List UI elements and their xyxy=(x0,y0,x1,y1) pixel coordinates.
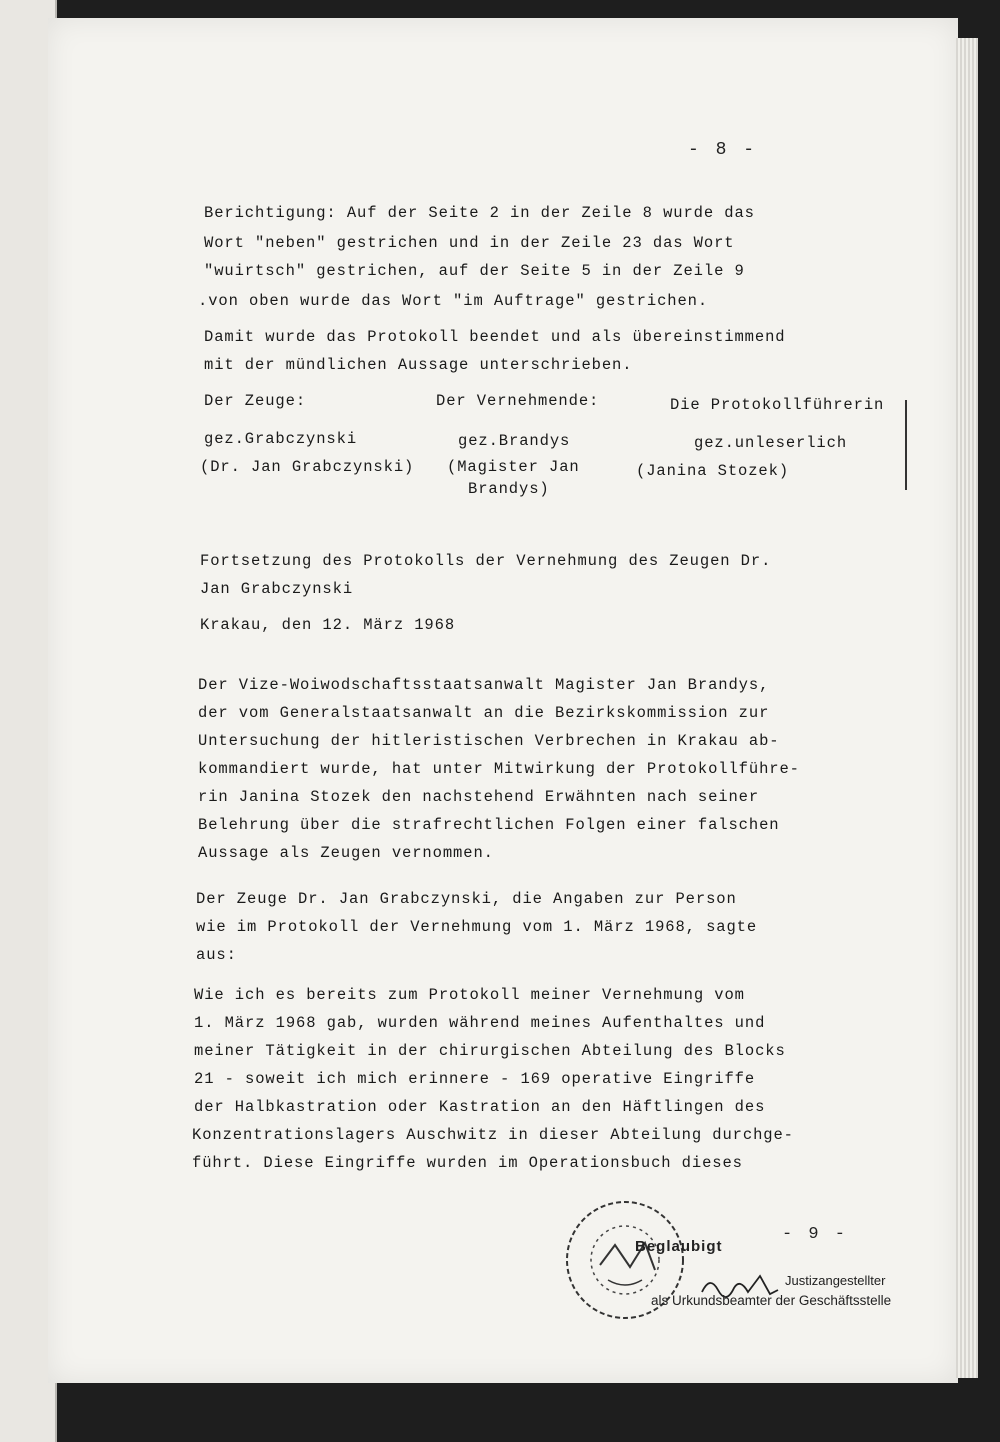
paragraph-line: Konzentrationslagers Auschwitz in dieser Abteilung durchge- xyxy=(192,1126,794,1144)
paragraph-line: rin Janina Stozek den nachstehend Erwähnten nach seiner xyxy=(198,788,760,806)
recorder-name: (Janina Stozek) xyxy=(636,462,790,480)
paragraph-line: kommandiert wurde, hat unter Mitwirkung der Protokollführe- xyxy=(198,760,800,778)
paragraph-line: 21 - soweit ich mich erinnere - 169 operative Eingriffe xyxy=(194,1070,756,1088)
interrogator-signature: gez.Brandys xyxy=(458,432,571,450)
paragraph-line: Untersuchung der hitleristischen Verbrechen in Krakau ab- xyxy=(198,732,780,750)
paragraph-line: Der Vize-Woiwodschaftsstaatsanwalt Magister Jan Brandys, xyxy=(198,676,770,694)
recorder-label: Die Protokollführerin xyxy=(670,396,885,414)
certification-stamp-word: Beglaubigt xyxy=(635,1238,723,1255)
correction-line: mit der mündlichen Aussage unterschrieben. xyxy=(204,356,633,374)
paragraph-line: führt. Diese Eingriffe wurden im Operationsbuch dieses xyxy=(192,1154,743,1172)
clerk-office: als Urkundsbeamter der Geschäftsstelle xyxy=(651,1293,892,1308)
paragraph-line: Belehrung über die strafrechtlichen Folgen einer falschen xyxy=(198,816,780,834)
correction-line: "wuirtsch" gestrichen, auf der Seite 5 in der Zeile 9 xyxy=(204,262,745,280)
paragraph-line: aus: xyxy=(196,946,237,964)
paragraph-line: wie im Protokoll der Vernehmung vom 1. März 1968, sagte xyxy=(196,918,758,936)
correction-line: Damit wurde das Protokoll beendet und als übereinstimmend xyxy=(204,328,786,346)
paragraph-line: Der Zeuge Dr. Jan Grabczynski, die Angaben zur Person xyxy=(196,890,737,908)
paragraph-line: 1. März 1968 gab, wurden während meines Aufenthaltes und xyxy=(194,1014,766,1032)
interrogator-name-cont: Brandys) xyxy=(468,480,550,498)
correction-line: Wort "neben" gestrichen und in der Zeile 23 das Wort xyxy=(204,234,735,252)
page-stack-edge xyxy=(956,38,978,1378)
paragraph-line: meiner Tätigkeit in der chirurgischen Abteilung des Blocks xyxy=(194,1042,786,1060)
place-date-line: Krakau, den 12. März 1968 xyxy=(200,616,456,634)
interrogator-name: (Magister Jan xyxy=(447,458,580,476)
witness-signature: gez.Grabczynski xyxy=(204,430,358,448)
page-number-top: - 8 - xyxy=(688,140,758,160)
clerk-role: Justizangestellter xyxy=(785,1273,886,1288)
paragraph-line: der vom Generalstaatsanwalt an die Bezirkskommission zur xyxy=(198,704,770,722)
recorder-signature: gez.unleserlich xyxy=(694,434,848,452)
correction-line: .von oben wurde das Wort "im Auftrage" gestrichen. xyxy=(198,292,709,310)
correction-line: Berichtigung: Auf der Seite 2 in der Zeile 8 wurde das xyxy=(204,204,755,222)
heading-line: Fortsetzung des Protokolls der Vernehmung des Zeugen Dr. xyxy=(200,552,772,570)
paragraph-line: Aussage als Zeugen vernommen. xyxy=(198,844,494,862)
document-page xyxy=(48,18,958,1383)
paragraph-line: Wie ich es bereits zum Protokoll meiner Vernehmung vom xyxy=(194,986,745,1004)
witness-label: Der Zeuge: xyxy=(204,392,307,410)
interrogator-label: Der Vernehmende: xyxy=(436,392,600,410)
witness-name: (Dr. Jan Grabczynski) xyxy=(200,458,415,476)
page-number-bottom: - 9 - xyxy=(782,1225,849,1244)
paragraph-line: der Halbkastration oder Kastration an den Häftlingen des xyxy=(194,1098,766,1116)
margin-rule xyxy=(905,400,907,490)
heading-line: Jan Grabczynski xyxy=(200,580,354,598)
